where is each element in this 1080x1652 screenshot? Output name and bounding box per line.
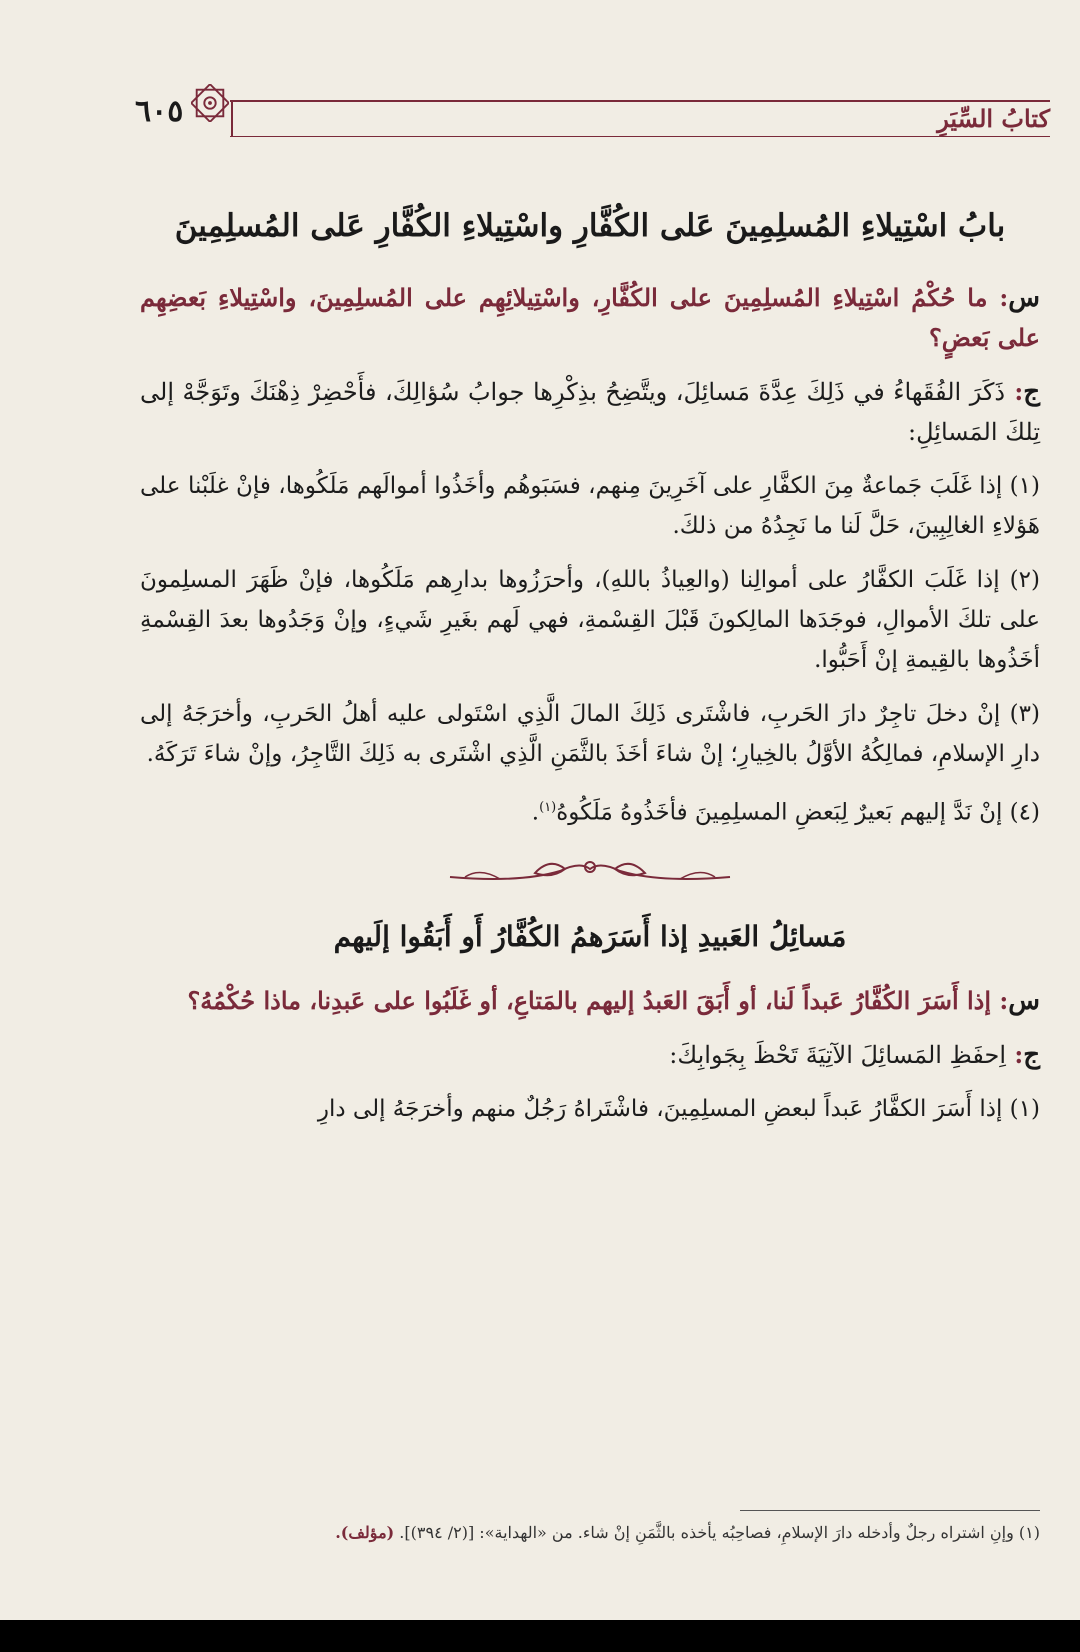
octagram-ornament-icon <box>191 84 229 122</box>
chapter-title: بابُ اسْتِيلاءِ المُسلِمِينَ عَلى الكُفَّارِ واسْتِيلاءِ الكُفَّارِ عَلى المُسلِمِينَ <box>174 208 1006 244</box>
list-item-text: (٤) إنْ نَدَّ إليهم بَعيرٌ لِبَعضِ المسلِمِينَ فأخَذُوهُ مَلَكُوهُ <box>556 799 1040 826</box>
answer-marker: ج <box>1023 377 1041 407</box>
header-rule-vertical <box>231 100 233 136</box>
list-item: (٢) إذا غَلَبَ الكفَّارُ على أموالِنا (والعِياذُ باللهِ)، وأحرَزُوها بدارِهم مَلَكُوها، فإنْ ظَهَرَ المسلِمونَ على تلكَ الأموالِ، فوجَدَها المالِكونَ قَبْلَ القِسْمةِ، فهي لَهم بغَيرِ شَيءٍ، وإنْ وَجَدُوها بعدَ القِسْمةِ أخَذُوها بالقِيمةِ إنْ أَحَبُّوا. <box>140 567 1040 673</box>
question-2: س: إذا أَسَرَ الكُفَّارُ عَبداً لَنا، أو أَبَقَ العَبدُ إليهم بالمَتاعِ، أو غَلَبُوا على عَبدِنا، ماذا حُكْمُهُ؟ <box>187 985 1040 1016</box>
answer-text: اِحفَظِ المَسائِلَ الآتِيَةَ تَحْظَ بِجَوابِكَ: <box>669 1040 1006 1069</box>
section-title: مَسائِلُ العَبيدِ إذا أَسَرَهمُ الكُفَّارُ أَو أَبَقُوا إلَيهم <box>333 919 847 953</box>
bottom-edge <box>0 1620 1080 1652</box>
question-text: إذا أَسَرَ الكُفَّارُ عَبداً لَنا، أو أَبَقَ العَبدُ إليهم بالمَتاعِ، أو غَلَبُوا على عَبدِنا، ماذا حُكْمُهُ؟ <box>187 985 992 1015</box>
page-content <box>140 200 1040 1143</box>
answer-2: ج: اِحفَظِ المَسائِلَ الآتِيَةَ تَحْظَ بِجَوابِكَ: <box>669 1039 1040 1070</box>
footnote-number: (١) <box>1018 1523 1040 1542</box>
list-item-with-footnote: (٤) إنْ نَدَّ إليهم بَعيرٌ لِبَعضِ المسلِمِينَ فأخَذُوهُ مَلَكُوهُ$^{(١)}$. <box>531 799 1040 826</box>
answer-1: ج: ذَكَرَ الفُقَهاءُ في ذَلِكَ عِدَّةَ مَسائِلَ، ويتَّضِحُ بذِكْرِها جوابُ سُؤالِكَ، فأَحْضِرْ ذِهْنَكَ وتَوَجَّهْ إلى تِلكَ المَسائِلِ: <box>140 377 1041 446</box>
page-number: ٦٠٥ <box>135 94 184 129</box>
header-rule-top <box>230 100 1050 102</box>
footnote-reference[interactable]: (١) <box>539 800 557 815</box>
answer-text: ذَكَرَ الفُقَهاءُ في ذَلِكَ عِدَّةَ مَسائِلَ، ويتَّضِحُ بذِكْرِها جوابُ سُؤالِكَ، فأَحْضِرْ ذِهْنَكَ وتَوَجَّهْ إلى تِلكَ المَسائِلِ: <box>140 378 1040 446</box>
question-text: ما حُكْمُ اسْتِيلاءِ المُسلِمِينَ على الكُفَّارِ، واسْتِيلائِهِم على المُسلِمِينَ، واسْتِيلاءِ بَعضِهِم على بَعضٍ؟ <box>140 283 1040 352</box>
footnote <box>140 1520 1040 1546</box>
footnote-text: وإنِ اشتراه رجلٌ وأدخله دارَ الإسلامِ، فصاحِبُه يأخذه بالثَّمَنِ إنْ شاء. من «الهداية»: [(٢/ ٣٩٤)]. <box>399 1523 1014 1542</box>
list-item: (٣) إنْ دخلَ تاجِرٌ دارَ الحَربِ، فاشْتَرى ذَلِكَ المالَ الَّذِي اسْتَولى عليه أهلُ الحَربِ، وأخرَجَهُ إلى دارِ الإسلامِ، فمالِكُهُ الأوَّلُ بالخِيارِ؛ إنْ شاءَ أخَذَ بالثَّمَنِ الَّذِي اشْتَرى به ذَلِكَ التَّاجِرُ، وإنْ شاءَ تَرَكَهُ. <box>140 701 1040 767</box>
question-marker: س <box>1008 985 1040 1016</box>
question-marker: س <box>1008 283 1041 313</box>
book-title: كتابُ السِّيَرِ <box>937 104 1050 133</box>
answer-marker: ج <box>1023 1039 1040 1070</box>
footnote-divider <box>740 1510 1040 1511</box>
footnote-author-tag: (مؤلف). <box>335 1523 395 1542</box>
ornamental-divider-icon <box>440 847 740 893</box>
question-1: س: ما حُكْمُ اسْتِيلاءِ المُسلِمِينَ على الكُفَّارِ، واسْتِيلائِهِم على المُسلِمِينَ، واسْتِيلاءِ بَعضِهِم على بَعضٍ؟ <box>140 283 1041 352</box>
list-item: (١) إذا غَلَبَ جَماعةٌ مِنَ الكفَّارِ على آخَرِينَ مِنهم، فسَبَوهُم وأخَذُوا أموالَهم مَلَكُوها، فإنْ غلَبْنا على هَؤلاءِ الغالِبِينَ، حَلَّ لَنا ما نَجِدُهُ من ذلكَ. <box>140 473 1040 539</box>
page-header <box>135 94 1050 150</box>
header-rule-bottom <box>230 136 1050 137</box>
list-item: (١) إذا أَسَرَ الكفَّارُ عَبداً لبعضِ المسلِمِينَ، فاشْتَراهُ رَجُلٌ منهم وأخرَجَهُ إلى دارِ <box>317 1095 1040 1122</box>
